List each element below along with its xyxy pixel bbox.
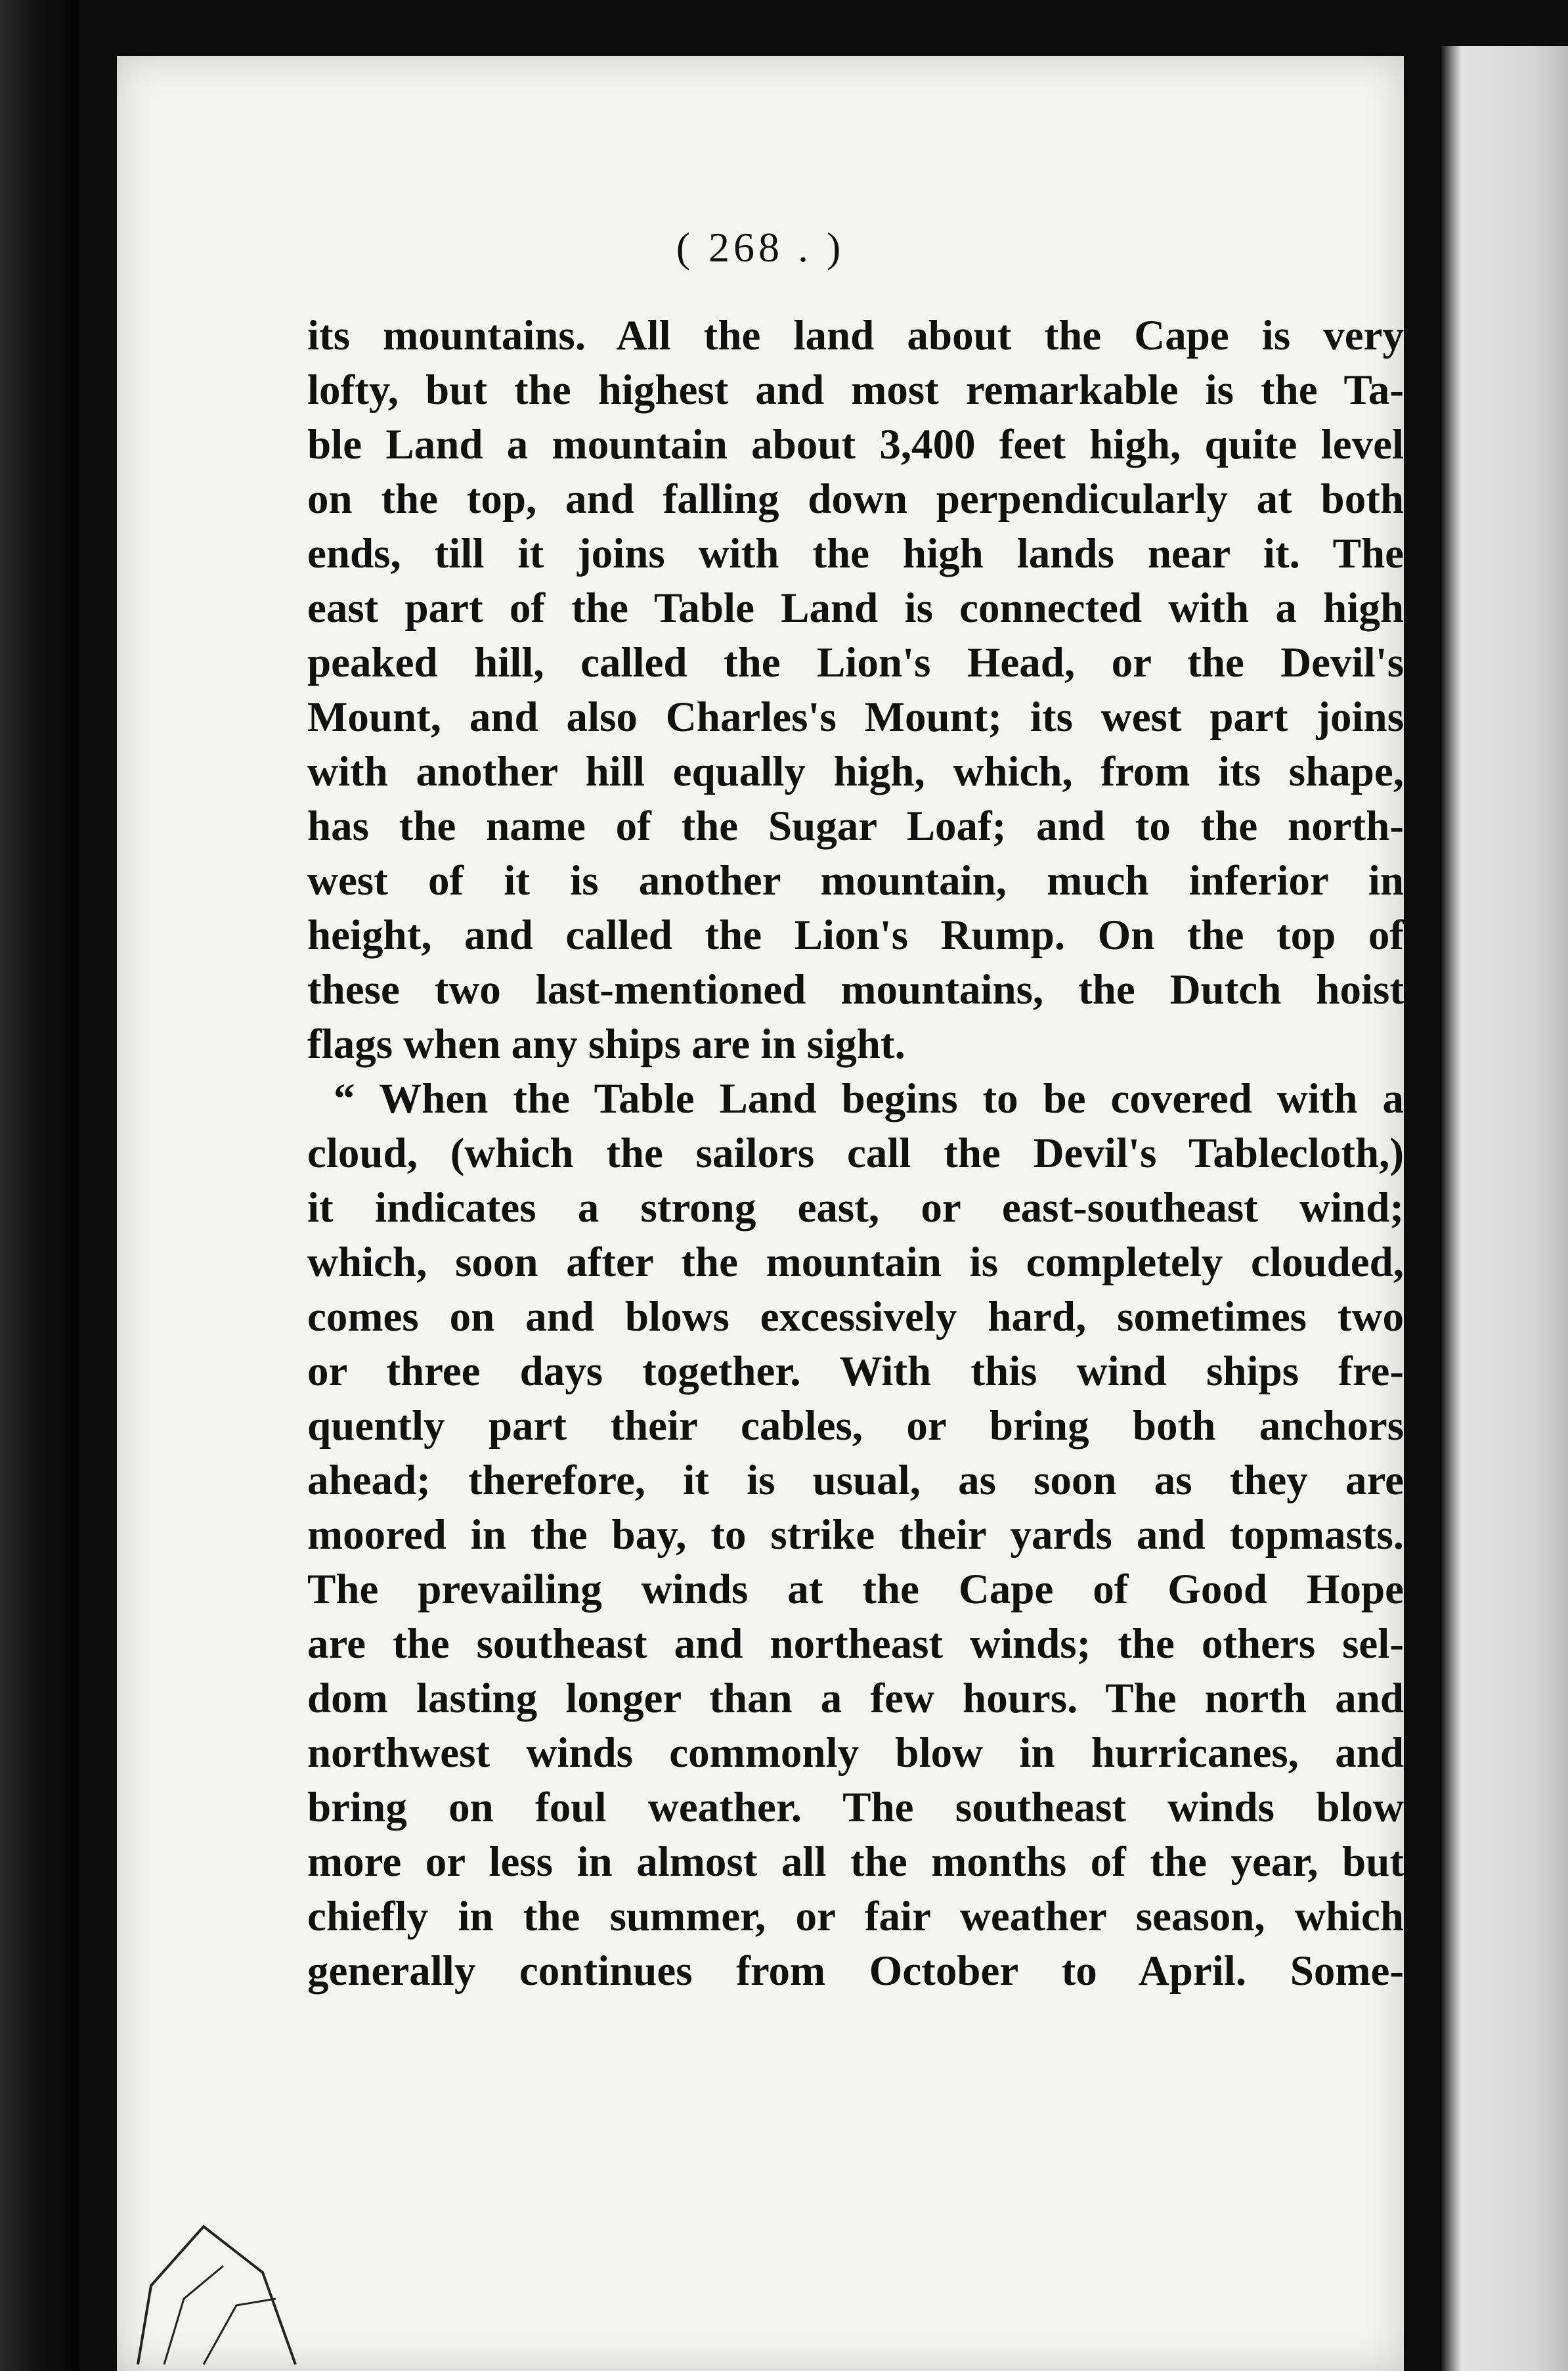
text-line: height, and called the Lion's Rump. On the top of xyxy=(307,912,1404,959)
text-line: are the southeast and northeast winds; the others sel- xyxy=(307,1620,1404,1668)
text-line: with another hill equally high, which, from its shape, xyxy=(307,748,1404,795)
text-line: more or less in almost all the months of the year, but xyxy=(307,1838,1404,1886)
left-margin-strip xyxy=(0,0,79,2371)
folded-corner-mark xyxy=(125,2187,322,2371)
text-line: it indicates a strong east, or east-southeast wind; xyxy=(307,1184,1404,1231)
text-line: quently part their cables, or bring both anchors xyxy=(307,1402,1404,1450)
text-line: flags when any ships are in sight. xyxy=(307,1021,905,1068)
text-line: moored in the bay, to strike their yards and topmasts. xyxy=(307,1511,1404,1559)
text-line: or three days together. With this wind ships fre- xyxy=(307,1348,1404,1395)
text-line: chiefly in the summer, or fair weather season, which xyxy=(307,1893,1404,1940)
text-line: northwest winds commonly blow in hurricanes, and xyxy=(307,1729,1404,1777)
text-line: ble Land a mountain about 3,400 feet high, quite level xyxy=(307,421,1404,468)
text-line: generally continues from October to April. Some- xyxy=(307,1947,1404,1995)
text-line: these two last-mentioned mountains, the Dutch hoist xyxy=(307,966,1404,1013)
text-line: peaked hill, called the Lion's Head, or the Devil's xyxy=(307,639,1404,686)
text-line: has the name of the Sugar Loaf; and to the north- xyxy=(307,803,1404,850)
text-line: its mountains. All the land about the Cape is very xyxy=(307,312,1404,359)
text-line: cloud, (which the sailors call the Devil's Tablecloth,) xyxy=(307,1130,1404,1177)
text-line: lofty, but the highest and most remarkable is the Ta- xyxy=(307,366,1404,414)
text-line: west of it is another mountain, much inferior in xyxy=(307,857,1404,904)
text-line: The prevailing winds at the Cape of Good Hope xyxy=(307,1566,1404,1613)
page-text xyxy=(307,309,1404,1999)
text-line: on the top, and falling down perpendicularly at both xyxy=(307,476,1404,523)
text-line: east part of the Table Land is connected with a high xyxy=(307,585,1404,632)
book-page xyxy=(117,56,1404,2371)
text-line: ends, till it joins with the high lands near it. The xyxy=(307,530,1404,577)
text-line: “ When the Table Land begins to be covered with a xyxy=(334,1075,1404,1122)
paragraph-1 xyxy=(307,309,1404,1072)
text-line: bring on foul weather. The southeast winds blow xyxy=(307,1784,1404,1831)
text-line: dom lasting longer than a few hours. The north and xyxy=(307,1675,1404,1722)
adjacent-page-edge xyxy=(1441,46,1568,2371)
text-line: ahead; therefore, it is usual, as soon as they are xyxy=(307,1457,1404,1504)
text-line: Mount, and also Charles's Mount; its west part joins xyxy=(307,694,1404,741)
text-line: comes on and blows excessively hard, sometimes two xyxy=(307,1293,1404,1341)
page-number: ( 268 . ) xyxy=(676,224,845,271)
paragraph-2 xyxy=(307,1072,1404,1999)
text-line: which, soon after the mountain is completely clouded, xyxy=(307,1239,1404,1286)
